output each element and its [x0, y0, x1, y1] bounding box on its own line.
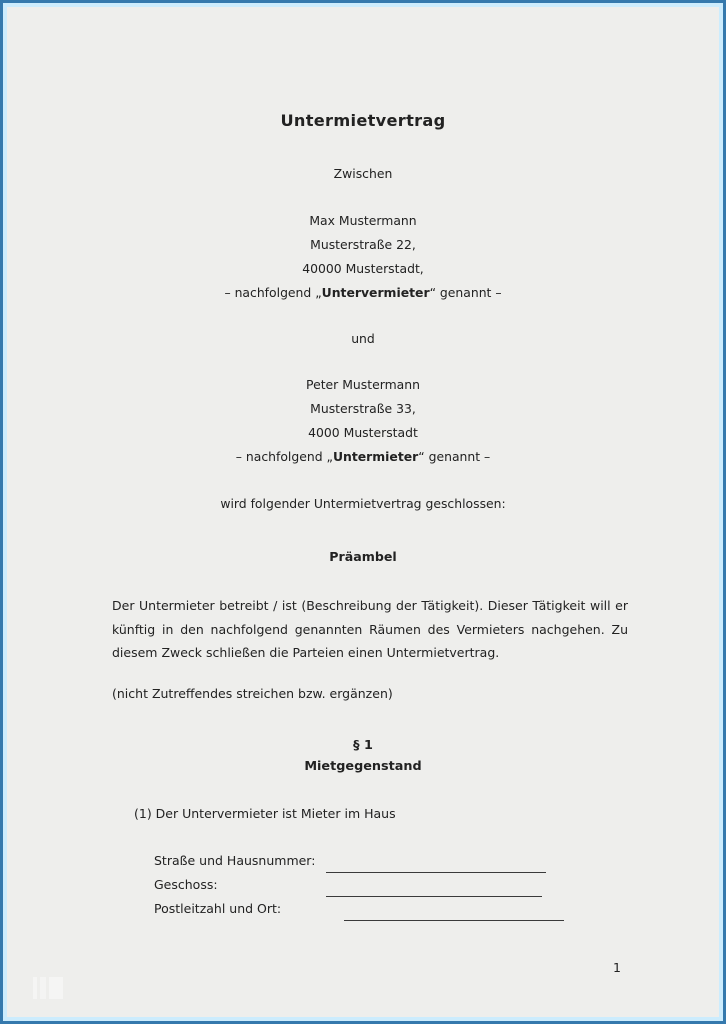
party-a-designation-term: Untervermieter — [321, 284, 430, 300]
fill-in-fields — [154, 855, 634, 927]
section-1-clause-1: (1) Der Untervermieter ist Mieter im Haus — [134, 806, 396, 821]
page-title: Untermietvertrag — [280, 111, 446, 130]
section-1-title: Mietgegenstand — [304, 759, 422, 774]
document-page — [7, 7, 719, 1017]
party-a-street: Musterstraße 22, — [310, 236, 416, 252]
party-a-designation-prefix: – nachfolgend „ — [224, 284, 322, 300]
party-block-untervermieter — [7, 215, 719, 299]
party-a-city: 40000 Musterstadt, — [302, 260, 424, 276]
between-label: Zwischen — [333, 166, 393, 181]
party-a-designation-suffix: “ genannt – — [429, 284, 502, 300]
field-rule-floor[interactable] — [326, 896, 542, 897]
party-a-name: Max Mustermann — [309, 213, 417, 228]
preamble-text: Der Untermieter betreibt / ist (Beschreibung der Tätigkeit). Dieser Tätigkeit will er künftig in den nachfolgend genannten Räumen des Vermieters nachgehen. Zu diesem Zweck schließen die Parteien einen Untermietvertrag. — [112, 598, 628, 660]
document-content — [7, 7, 719, 1017]
field-row-postcode-city — [154, 903, 634, 927]
field-rule-postcode-city[interactable] — [344, 920, 564, 921]
field-label-street: Straße und Hausnummer: — [154, 853, 316, 868]
field-label-floor: Geschoss: — [154, 877, 218, 892]
party-b-street: Musterstraße 33, — [310, 400, 416, 416]
party-b-city: 4000 Musterstadt — [308, 424, 418, 440]
party-b-designation-term: Untermieter — [332, 448, 419, 464]
party-b-name: Peter Mustermann — [306, 377, 420, 392]
and-label: und — [351, 331, 375, 346]
field-row-floor — [154, 879, 634, 903]
section-1-symbol: § 1 — [353, 738, 373, 753]
page-number: 1 — [613, 960, 621, 975]
preamble-note: (nicht Zutreffendes streichen bzw. ergänzen) — [112, 686, 393, 701]
field-rule-street[interactable] — [326, 872, 546, 873]
field-row-street — [154, 855, 634, 879]
party-b-designation-prefix: – nachfolgend „ — [235, 448, 333, 464]
party-b-designation-suffix: “ genannt – — [418, 448, 491, 464]
contract-closing-line: wird folgender Untermietvertrag geschlossen: — [220, 496, 506, 511]
preamble-heading: Präambel — [329, 549, 397, 564]
document-inner-border — [3, 3, 723, 1021]
party-block-untermieter — [7, 379, 719, 463]
party-a-designation — [7, 284, 719, 300]
party-b-designation — [7, 448, 719, 464]
field-label-postcode-city: Postleitzahl und Ort: — [154, 901, 282, 916]
